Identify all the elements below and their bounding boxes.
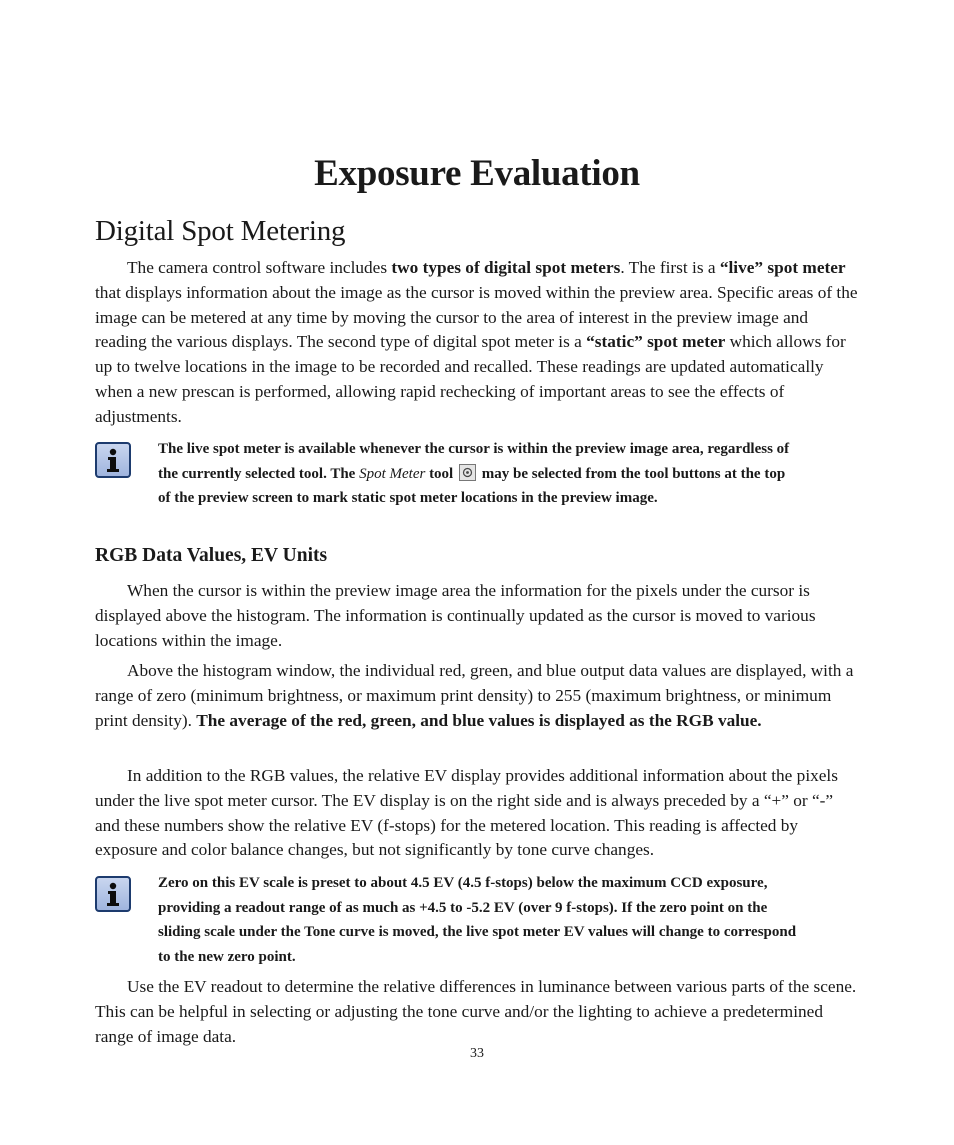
info-icon: [95, 876, 131, 912]
bold-run: The average of the red, green, and blue values is displayed as the RGB value.: [196, 710, 762, 730]
section-heading: Digital Spot Metering: [95, 215, 346, 247]
info-note: Zero on this EV scale is preset to about 4.5 EV (4.5 f-stops) below the maximum CCD exposure, providing a readout range of as much as +4.5 to -5.2 EV (over 9 f-stops). If the zero point on the sliding scale under the Tone curve is moved, the live spot meter EV values will change to correspond to the new zero point.: [158, 875, 797, 965]
bold-run: two types of digital spot meters: [391, 258, 621, 277]
tool-name: Spot Meter: [359, 465, 426, 482]
info-note: [158, 437, 798, 511]
spot-meter-tool-icon: [459, 464, 476, 481]
bold-run: “live” spot meter: [719, 258, 846, 277]
page-title: Exposure Evaluation: [314, 153, 640, 194]
subsection-heading: RGB Data Values, EV Units: [95, 545, 328, 566]
paragraph: Use the EV readout to determine the relative differences in luminance between various parts of the scene. This can be helpful in selecting or adjusting the tone curve and/or the lighting to achieve a predetermined range of image data.: [95, 977, 857, 1046]
text-run: may be selected from the tool buttons at the top of the preview screen to mark static spot meter locations in the preview image.: [158, 465, 786, 507]
info-icon: [95, 442, 131, 478]
page-number: 33: [470, 1046, 484, 1061]
text-run: tool: [425, 465, 457, 482]
paragraph: In addition to the RGB values, the relative EV display provides additional information about the pixels under the live spot meter cursor. The EV display is on the right side and is always preceded by a “+” or “-” and these numbers show the relative EV (f-stops) for the metered location. This reading is affected by exposure and color balance changes, but not significantly by tone curve changes.: [95, 766, 838, 860]
paragraph: [95, 659, 859, 733]
bold-run: “static” spot meter: [586, 332, 726, 352]
text-run: Above the histogram window, the individual red, green, and blue output data values are displayed, with a range of zero (minimum brightness, or maximum print density) to 255 (maximum brightness, or minimum print density).: [95, 661, 854, 730]
text-run: that displays information about the image as the cursor is moved within the preview area. Specific areas of the image can be metered at any time by moving the cursor to the area of interest in the preview image and reading the various displays. The second type of digital spot meter is a: [95, 282, 858, 352]
paragraph: When the cursor is within the preview image area the information for the pixels under the cursor is displayed above the histogram. The information is continually updated as the cursor is moved to various locations within the image.: [95, 581, 816, 650]
text-run: The camera control software includes: [127, 258, 392, 277]
text-run: The live spot meter is available whenever the cursor is within the preview image area, regardless of the currently selected tool. The: [158, 441, 790, 482]
intro-paragraph: [95, 256, 859, 430]
text-run: . The first is a: [620, 258, 720, 277]
text-run: which allows for up to twelve locations in the image to be recorded and recalled. These readings are updated automatically when a new prescan is performed, allowing rapid rechecking of important areas to see the effects of adjustments.: [95, 332, 846, 426]
